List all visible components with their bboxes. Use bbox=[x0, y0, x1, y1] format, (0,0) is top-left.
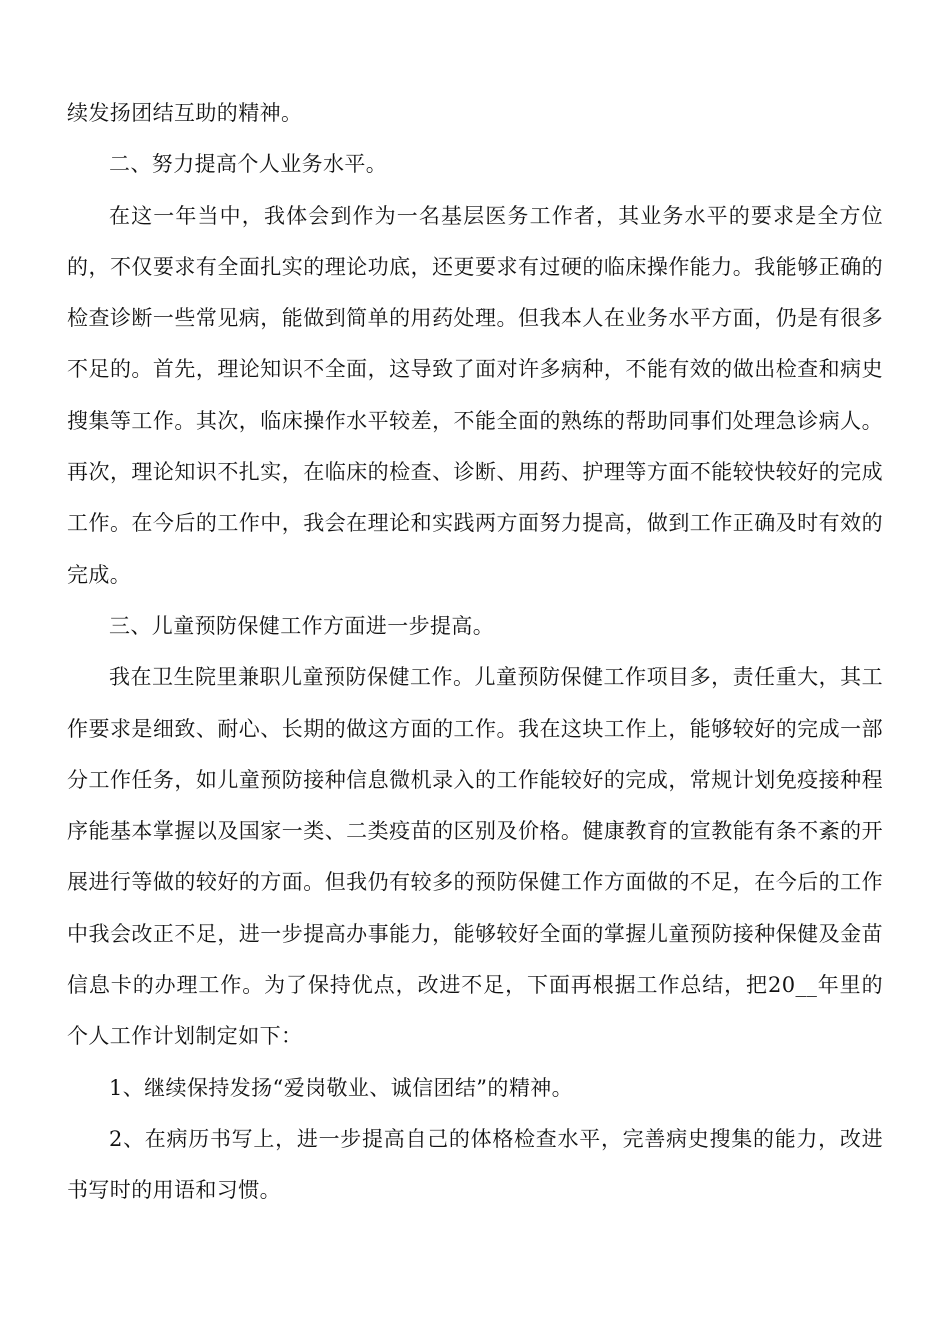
paragraph-professional-skills: 在这一年当中，我体会到作为一名基层医务工作者，其业务水平的要求是全方位的，不仅要求有全面扎实的理论功底，还更要求有过硬的临床操作能力。我能够正确的检查诊断一些常见病，能做到简单的用药处理。但我本人在业务水平方面，仍是有很多不足的。首先，理论知识不全面，这导致了面对许多病种，不能有效的做出检查和病史搜集等工作。其次，临床操作水平较差，不能全面的熟练的帮助同事们处理急诊病人。再次，理论知识不扎实，在临床的检查、诊断、用药、护理等方面不能较快较好的完成工作。在今后的工作中，我会在理论和实践两方面努力提高，做到工作正确及时有效的完成。 bbox=[67, 203, 883, 587]
plan-item-2: 2、在病历书写上，进一步提高自己的体格检查水平，完善病史搜集的能力，改进书写时的用语和习惯。 bbox=[67, 1126, 883, 1203]
plan-item-1: 1、继续保持发扬“爱岗敬业、诚信团结”的精神。 bbox=[109, 1075, 574, 1100]
paragraph-continuation: 续发扬团结互助的精神。 bbox=[67, 101, 303, 125]
section-heading-3: 三、儿童预防保健工作方面进一步提高。 bbox=[109, 613, 495, 638]
document-body bbox=[67, 88, 883, 1217]
paragraph-child-health: 我在卫生院里兼职儿童预防保健工作。儿童预防保健工作项目多，责任重大，其工作要求是细致、耐心、长期的做这方面的工作。我在这块工作上，能够较好的完成一部分工作任务，如儿童预防接种信息微机录入的工作能较好的完成，常规计划免疫接种程序能基本掌握以及国家一类、二类疫苗的区别及价格。健康教育的宣教能有条不紊的开展进行等做的较好的方面。但我仍有较多的预防保健工作方面做的不足，在今后的工作中我会改正不足，进一步提高办事能力，能够较好全面的掌握儿童预防接种保健及金苗信息卡的办理工作。为了保持优点，改进不足，下面再根据工作总结，把20__年里的个人工作计划制定如下： bbox=[67, 665, 883, 1049]
section-heading-2: 二、努力提高个人业务水平。 bbox=[109, 152, 388, 177]
